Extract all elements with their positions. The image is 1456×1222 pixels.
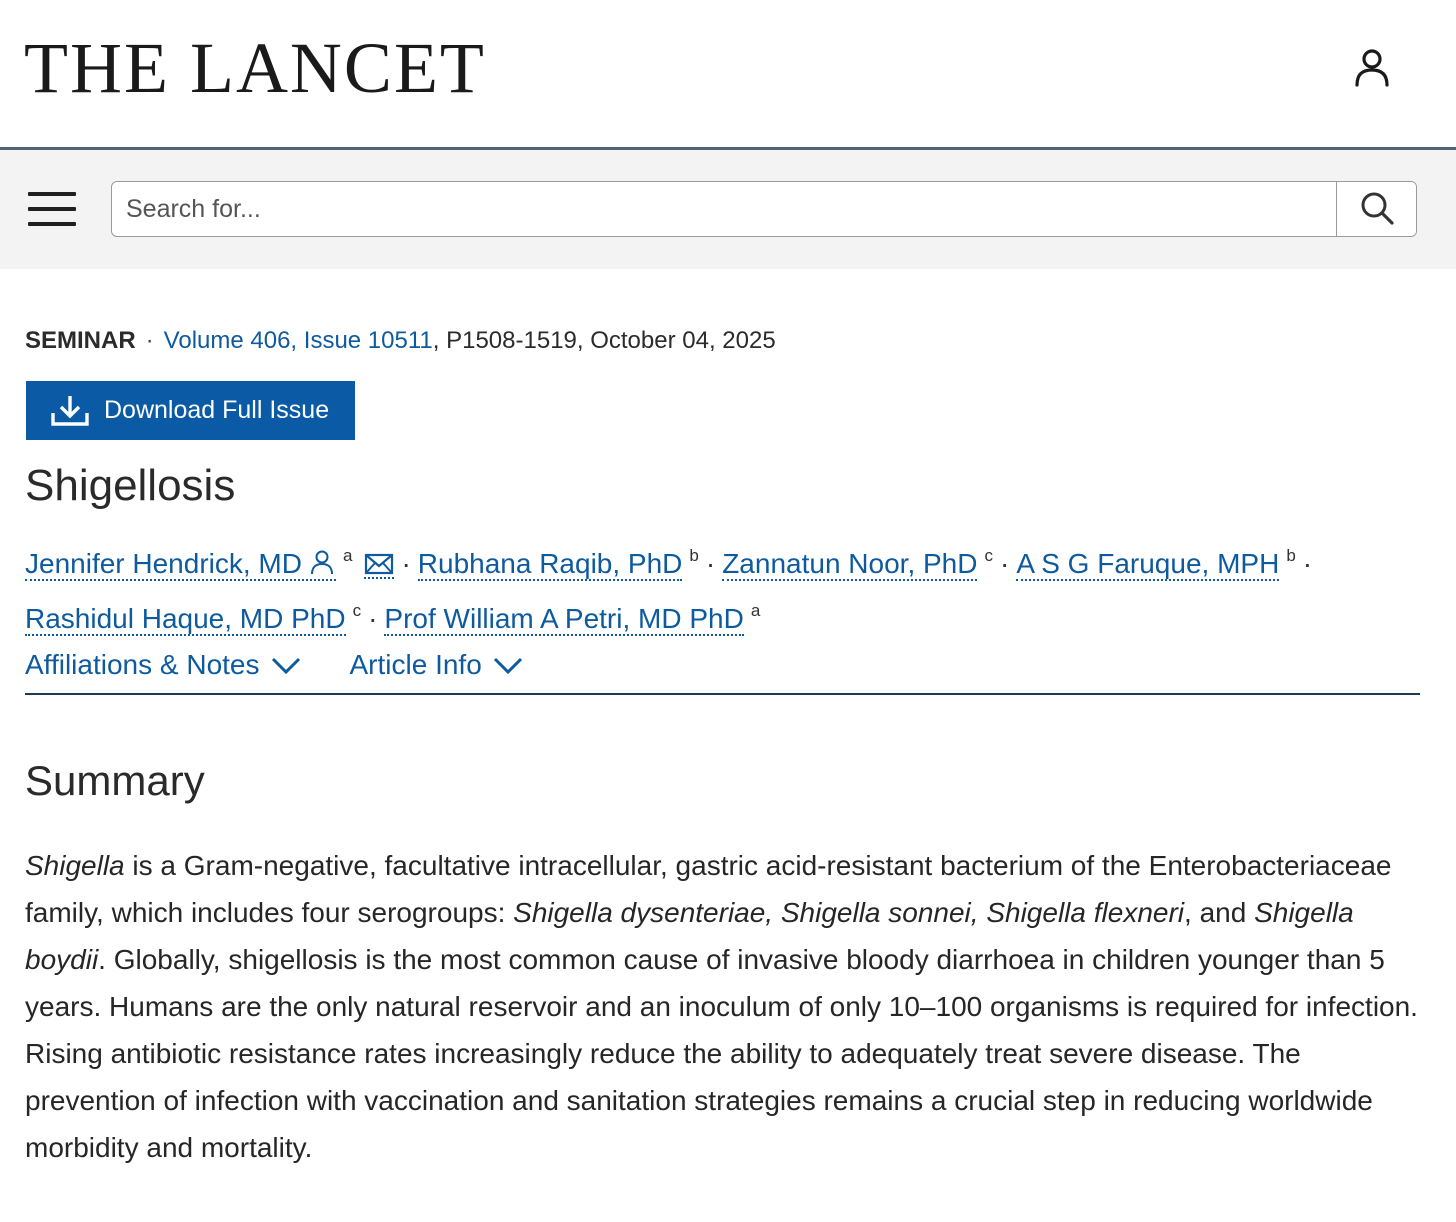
user-icon	[1348, 44, 1396, 92]
author-separator: ·	[368, 603, 378, 634]
corresponding-author-icon	[308, 548, 336, 576]
article-title: Shigellosis	[25, 461, 236, 510]
author-link[interactable]: Prof William A Petri, MD PhD	[384, 603, 744, 634]
summary-segment: is a Gram-negative, facultative intracellular, gastric acid-resistant bacterium of the Enterobacteriaceae family, which includes four serogroups:	[25, 850, 1392, 928]
author-separator: ·	[999, 548, 1010, 579]
summary-segment: , and	[1184, 897, 1255, 928]
tab-label: Article Info	[349, 649, 482, 680]
author-link[interactable]	[25, 548, 336, 581]
email-author-button[interactable]	[364, 551, 394, 579]
author-link[interactable]: Rashidul Haque, MD PhD	[25, 603, 346, 634]
pages-date: , P1508-1519, October 04, 2025	[432, 327, 776, 354]
author-name: Jennifer Hendrick, MD	[25, 548, 302, 579]
menu-button[interactable]	[28, 192, 76, 228]
download-label: Download Full Issue	[104, 396, 330, 424]
tabs-divider	[25, 693, 1420, 695]
search-box	[111, 181, 1417, 237]
summary-heading: Summary	[25, 757, 205, 804]
affiliation-marker: b	[689, 546, 699, 565]
affiliation-marker: a	[750, 601, 761, 620]
author-link[interactable]: Rubhana Raqib, PhD	[417, 548, 683, 579]
user-account-button[interactable]	[1348, 44, 1396, 92]
summary-italic: Shigella dysenteriae, Shigella sonnei, Shigella flexneri	[513, 897, 1185, 928]
summary-segment: . Globally, shigellosis is the most common cause of invasive bloody diarrhoea in children younger than 5 years. Humans are the only natural reservoir and an inoculum of only 10–100 organisms is required for infection. Rising antibiotic resistance rates increasingly reduce the ability to adequately treat severe disease. The prevention of infection with vaccination and sanitation strategies remains a crucial step in reducing worldwide morbidity and mortality.	[25, 944, 1418, 1163]
author-list	[25, 532, 1425, 642]
affiliation-marker: c	[984, 546, 993, 565]
article-type: SEMINAR	[25, 327, 136, 354]
volume-issue-link[interactable]: Volume 406, Issue 10511	[163, 327, 433, 354]
tab-affiliations-notes[interactable]	[25, 645, 302, 685]
author-link[interactable]: A S G Faruque, MPH	[1016, 548, 1280, 579]
author-link[interactable]: Zannatun Noor, PhD	[722, 548, 978, 579]
affiliation-marker: b	[1286, 546, 1296, 565]
chevron-down-icon	[270, 655, 302, 675]
summary-italic: Shigella	[25, 850, 125, 881]
search-button[interactable]	[1336, 182, 1416, 236]
author-separator: ·	[705, 548, 716, 579]
hamburger-menu-icon	[28, 192, 76, 196]
article-tabs	[25, 645, 524, 685]
tab-label: Affiliations & Notes	[25, 649, 260, 680]
site-header	[0, 0, 1456, 147]
chevron-down-icon	[492, 655, 524, 675]
meta-separator: ·	[145, 327, 154, 354]
email-icon	[364, 552, 394, 576]
tab-article-info[interactable]	[350, 645, 524, 685]
author-separator: ·	[1302, 548, 1313, 579]
download-full-issue-button[interactable]	[26, 381, 355, 440]
summary-text	[25, 842, 1425, 1171]
download-icon	[50, 394, 90, 428]
author-separator: ·	[401, 548, 411, 579]
search-input[interactable]	[112, 182, 1336, 236]
article-meta	[25, 325, 776, 357]
affiliation-marker: c	[352, 601, 362, 620]
summary-italic: Shigella boydii	[25, 897, 1354, 975]
search-icon	[1358, 189, 1396, 227]
hamburger-menu-icon	[28, 222, 76, 226]
site-logo[interactable]: THE LANCET	[24, 28, 486, 108]
affiliation-marker: a	[342, 546, 353, 565]
hamburger-menu-icon	[28, 207, 76, 211]
